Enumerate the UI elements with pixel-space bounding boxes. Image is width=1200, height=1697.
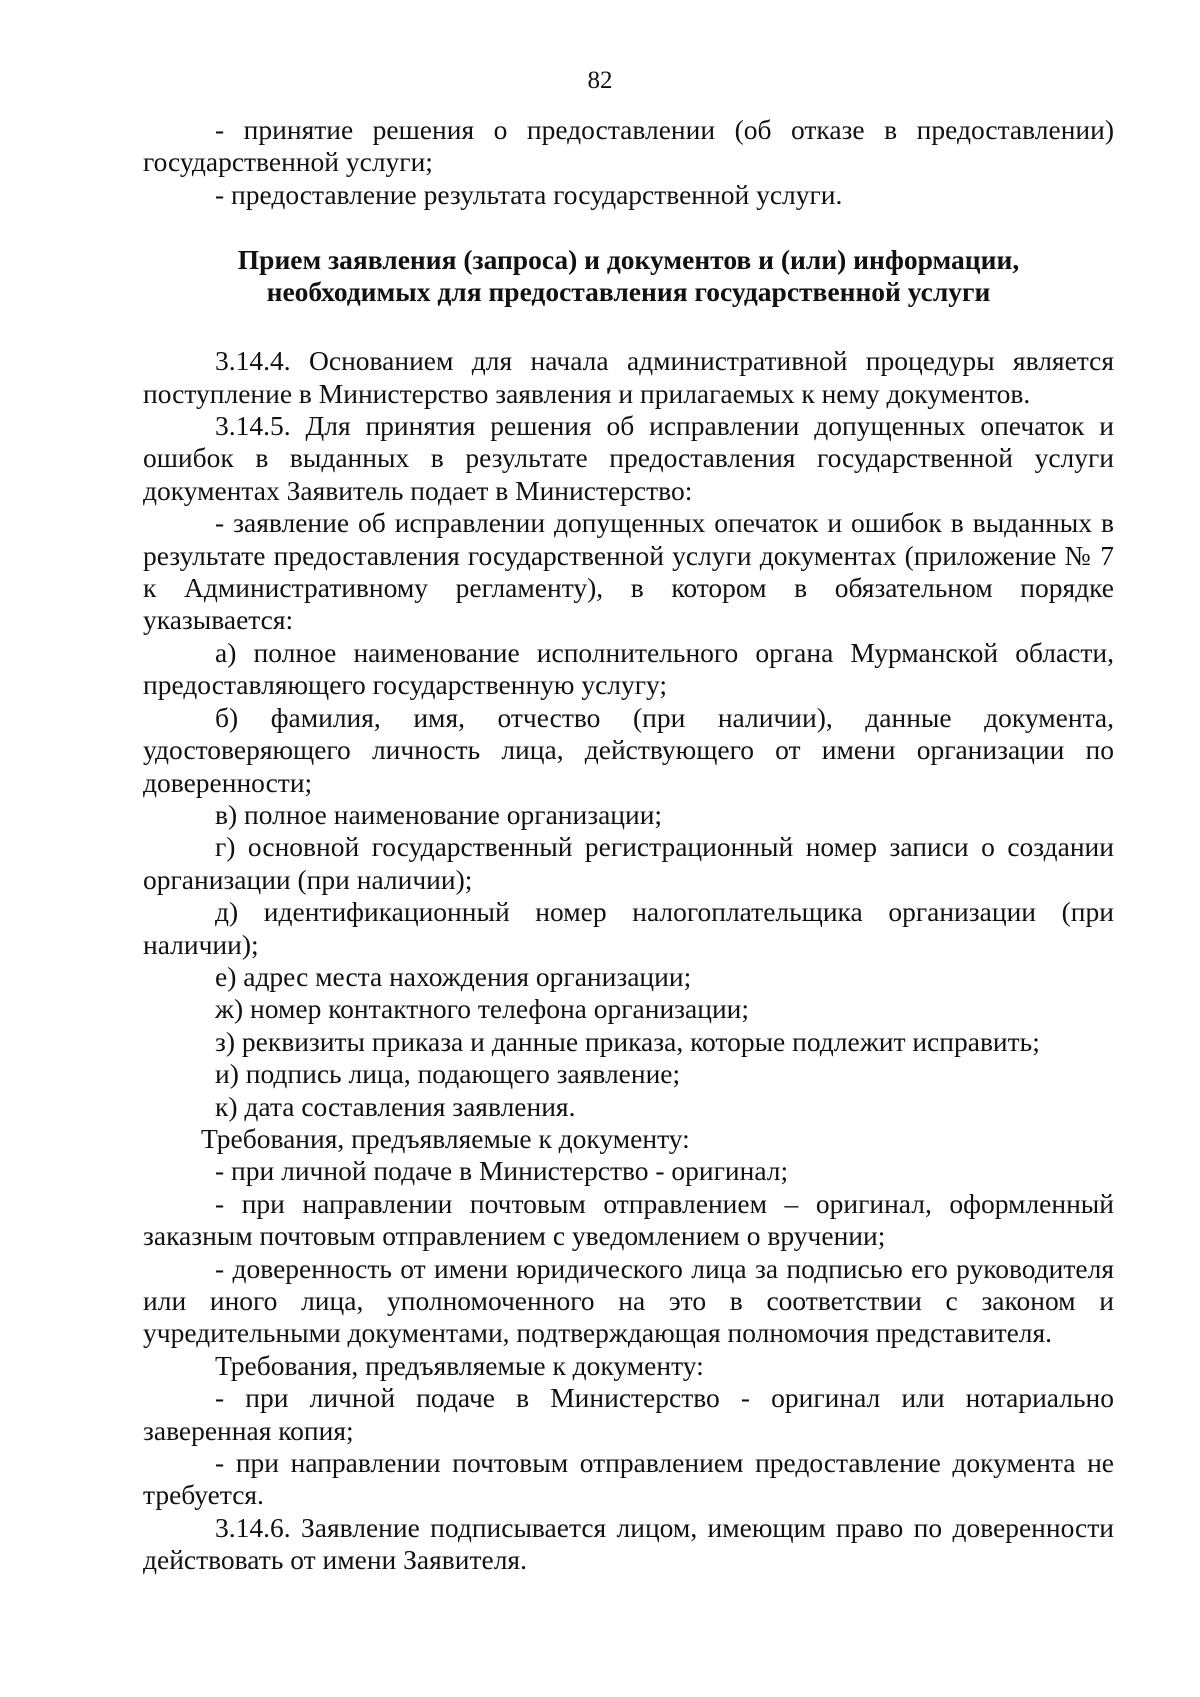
list-item: - при личной подаче в Министерство - оригинал или нотариально заверенная копия; bbox=[143, 1382, 1114, 1446]
list-item: - принятие решения о предоставлении (об отказе в предоставлении) государственной услуги; bbox=[143, 114, 1114, 178]
list-item: к) дата составления заявления. bbox=[215, 1090, 576, 1122]
list-item: з) реквизиты приказа и данные приказа, которые подлежит исправить; bbox=[215, 1025, 1040, 1057]
list-item: д) идентификационный номер налогоплательщика организации (при наличии); bbox=[143, 896, 1114, 960]
paragraph: 3.14.6. Заявление подписывается лицом, имеющим право по доверенности действовать от имени Заявителя. bbox=[143, 1511, 1114, 1576]
list-item: а) полное наименование исполнительного органа Мурманской области, предоставляющего государственную услугу; bbox=[143, 636, 1114, 701]
list-item: ж) номер контактного телефона организации; bbox=[215, 993, 750, 1025]
list-item: - предоставление результата государственной услуги. bbox=[215, 178, 843, 210]
document-body bbox=[143, 114, 1114, 1577]
paragraph: - заявление об исправлении допущенных опечаток и ошибок в выданных в результате предоставления государственной услуги документах (приложение № 7 к Административному регламенту), в котором в обязательном порядке указывается: bbox=[143, 507, 1114, 636]
requirements-title: Требования, предъявляемые к документу: bbox=[201, 1122, 690, 1154]
list-item: и) подпись лица, подающего заявление; bbox=[215, 1058, 681, 1090]
list-item: е) адрес места нахождения организации; bbox=[215, 960, 692, 992]
list-item: - при направлении почтовым отправлением предоставление документа не требуется. bbox=[143, 1447, 1114, 1511]
list-item: - при личной подаче в Министерство - оригинал; bbox=[215, 1155, 789, 1187]
paragraph: 3.14.4. Основанием для начала административной процедуры является поступление в Министерство заявления и прилагаемых к нему документов. bbox=[143, 345, 1114, 409]
list-item: - при направлении почтовым отправлением – оригинал, оформленный заказным почтовым отправлением с уведомлением о вручении; bbox=[143, 1187, 1114, 1252]
page-number: 82 bbox=[587, 67, 613, 94]
section-heading-line: необходимых для предоставления государственной услуги bbox=[266, 276, 991, 308]
section-heading-line: Прием заявления (запроса) и документов и (или) информации, bbox=[237, 244, 1020, 276]
list-item: б) фамилия, имя, отчество (при наличии), данные документа, удостоверяющего личность лица, действующего от имени организации по доверенности; bbox=[143, 701, 1114, 798]
requirements-title: Требования, предъявляемые к документу: bbox=[215, 1349, 704, 1381]
section-heading bbox=[143, 244, 1114, 308]
paragraph: 3.14.5. Для принятия решения об исправлении допущенных опечаток и ошибок в выданных в результате предоставления государственной услуги документах Заявитель подает в Министерство: bbox=[143, 410, 1114, 506]
list-item: г) основной государственный регистрационный номер записи о создании организации (при наличии); bbox=[143, 831, 1114, 895]
list-item: в) полное наименование организации; bbox=[215, 798, 663, 830]
list-item: - доверенность от имени юридического лица за подписью его руководителя или иного лица, уполномоченного на это в соответствии с законом и учредительными документами, подтверждающая полномочия представителя. bbox=[143, 1252, 1114, 1349]
